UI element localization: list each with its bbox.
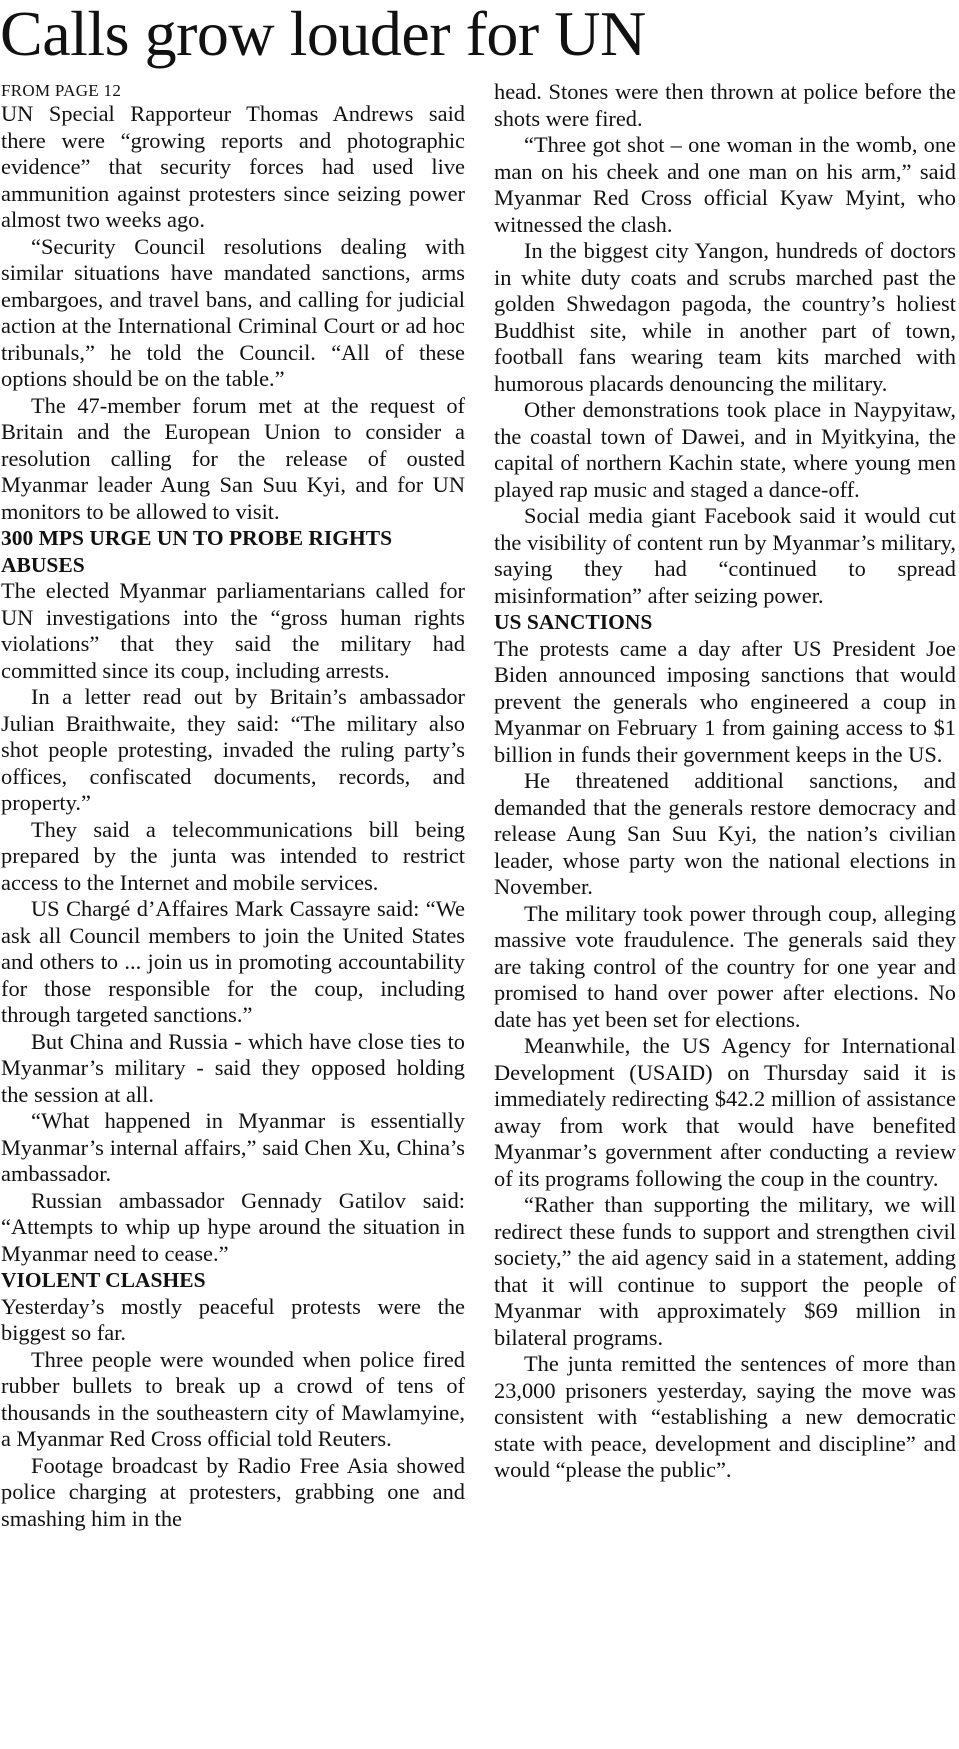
paragraph: “What happened in Myanmar is essentially Myanmar’s internal affairs,” said Chen Xu, China’s ambassador.	[1, 1108, 465, 1186]
paragraph: Yesterday’s mostly peaceful protests were the biggest so far.	[1, 1293, 465, 1345]
paragraph: In the biggest city Yangon, hundreds of doctors in white duty coats and scrubs marched past the golden Shwedagon pagoda, the country’s holiest Buddhist site, while in another part of town, football fans wearing team kits marched with humorous placards denouncing the military.	[494, 238, 956, 396]
paragraph: He threatened additional sanctions, and demanded that the generals restore democracy and release Aung San Suu Kyi, the nation’s civilian leader, whose party won the national elections in November.	[494, 768, 956, 899]
paragraph: Meanwhile, the US Agency for International Development (USAID) on Thursday said it is immediately redirecting $42.2 million of assistance away from work that would have benefited Myanmar’s government after conducting a review of its programs following the coup in the country.	[494, 1033, 956, 1191]
paragraph: “Three got shot – one woman in the womb, one man on his cheek and one man on his arm,” said Myanmar Red Cross official Kyaw Myint, who witnessed the clash.	[494, 132, 956, 237]
subhead-violent-clashes: VIOLENT CLASHES	[1, 1268, 206, 1292]
paragraph: “Security Council resolutions dealing with similar situations have mandated sanctions, arms embargoes, and travel bans, and calling for judicial action at the International Criminal Court or ad hoc tribunals,” he told the Council. “All of these options should be on the table.”	[1, 233, 465, 391]
paragraph: head. Stones were then thrown at police before the shots were fired.	[494, 79, 956, 131]
paragraph: In a letter read out by Britain’s ambassador Julian Braithwaite, they said: “The military also shot people protesting, invaded the ruling party’s offices, confiscated documents, records, and property.”	[1, 684, 465, 815]
paragraph: “Rather than supporting the military, we will redirect these funds to support and strengthen civil society,” the aid agency said in a statement, adding that it will continue to support the people of Myanmar with approximately $69 million in bilateral programs.	[494, 1192, 956, 1350]
paragraph: Footage broadcast by Radio Free Asia showed police charging at protesters, grabbing one and smashing him in the	[1, 1452, 465, 1531]
left-column	[1, 79, 465, 1532]
paragraph: Social media giant Facebook said it would cut the visibility of content run by Myanmar’s military, saying they had “continued to spread misinformation” after seizing power.	[494, 503, 956, 608]
paragraph: UN Special Rapporteur Thomas Andrews said there were “growing reports and photographic evidence” that security forces had used live ammunition against protesters since seizing power almost two weeks ago.	[1, 101, 465, 232]
paragraph: But China and Russia - which have close ties to Myanmar’s military - said they opposed holding the session at all.	[1, 1028, 465, 1107]
paragraph: The junta remitted the sentences of more than 23,000 prisoners yesterday, saying the move was consistent with “establishing a new democratic state with peace, development and discipline” and would “please the public”.	[494, 1351, 956, 1482]
headline: Calls grow louder for UN	[0, 0, 646, 69]
paragraph: The protests came a day after US President Joe Biden announced imposing sanctions that would prevent the generals who engineered a coup in Myanmar on February 1 from gaining access to $1 billion in funds their government keeps in the US.	[494, 635, 956, 767]
paragraph: They said a telecommunications bill being prepared by the junta was intended to restrict access to the Internet and mobile services.	[1, 816, 465, 895]
paragraph: US Chargé d’Affaires Mark Cassayre said: “We ask all Council members to join the United States and others to ... join us in promoting accountability for those responsible for the coup, including through targeted sanctions.”	[1, 896, 465, 1027]
paragraph: Russian ambassador Gennady Gatilov said: “Attempts to whip up hype around the situation in Myanmar need to cease.”	[1, 1187, 465, 1266]
paragraph: The 47-member forum met at the request of Britain and the European Union to consider a resolution calling for the release of ousted Myanmar leader Aung San Suu Kyi, and for UN monitors to be allowed to visit.	[1, 392, 465, 524]
paragraph: Other demonstrations took place in Naypyitaw, the coastal town of Dawei, and in Myitkyina, the capital of northern Kachin state, where young men played rap music and staged a dance-off.	[494, 397, 956, 502]
kicker-from-page: FROM PAGE 12	[1, 81, 122, 100]
subhead-mps-urge-un: 300 MPS URGE UN TO PROBE RIGHTS ABUSES	[1, 526, 393, 577]
subhead-us-sanctions: US SANCTIONS	[494, 610, 653, 634]
paragraph: The elected Myanmar parliamentarians called for UN investigations into the “gross human rights violations” that they said the military had committed since its coup, including arrests.	[1, 578, 465, 683]
right-column	[494, 79, 956, 1484]
paragraph: The military took power through coup, alleging massive vote fraudulence. The generals said they are taking control of the country for one year and promised to hand over power after elections. No date has yet been set for elections.	[494, 900, 956, 1032]
paragraph: Three people were wounded when police fired rubber bullets to break up a crowd of tens of thousands in the southeastern city of Mawlamyine, a Myanmar Red Cross official told Reuters.	[1, 1346, 465, 1451]
